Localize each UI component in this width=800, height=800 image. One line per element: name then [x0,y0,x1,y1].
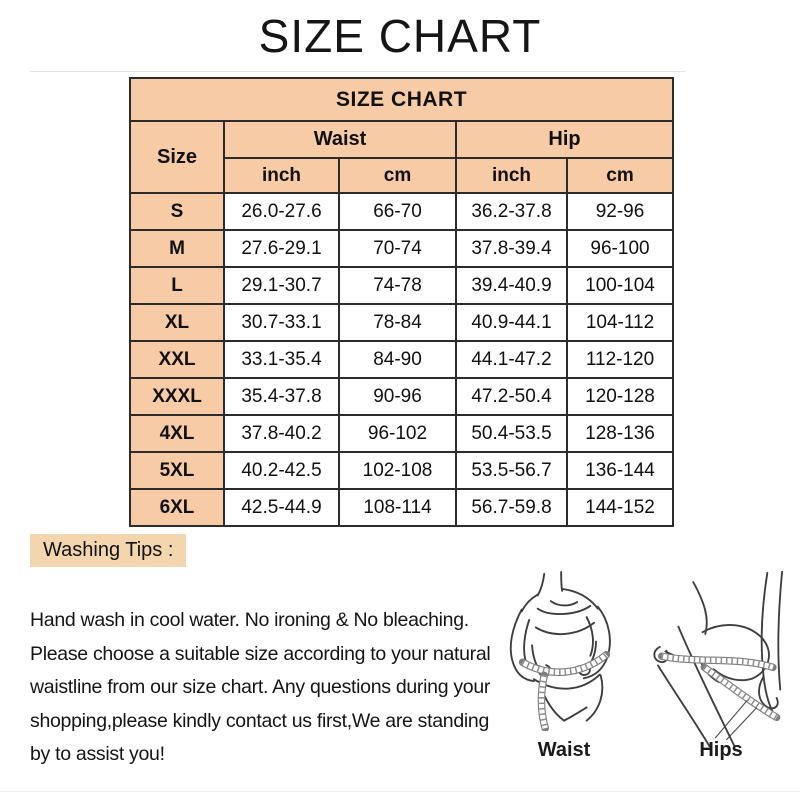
size-cell: 5XL [130,452,224,489]
size-cell: M [130,230,224,267]
waist-inch-cell: 42.5-44.9 [224,489,339,526]
waist-inch-cell: 27.6-29.1 [224,230,339,267]
size-cell: L [130,267,224,304]
hips-label: Hips [699,739,743,761]
bottom-divider-line [0,791,800,792]
table-row [130,304,673,341]
table-group-header-row [130,121,673,158]
size-cell: 4XL [130,415,224,452]
hip-inch-cell: 53.5-56.7 [456,452,567,489]
hip-cm-cell: 136-144 [567,452,673,489]
waist-cm-cell: 66-70 [339,193,456,230]
hip-cm-cell: 120-128 [567,378,673,415]
hip-cm-cell: 144-152 [567,489,673,526]
size-cell: S [130,193,224,230]
table-title: SIZE CHART [130,78,673,121]
waist-cm-cell: 78-84 [339,304,456,341]
page-title: SIZE CHART [258,10,542,62]
table-row [130,230,673,267]
col-header-size: Size [130,121,224,193]
hip-cm-cell: 96-100 [567,230,673,267]
size-cell: XXXL [130,378,224,415]
waist-inch-cell: 37.8-40.2 [224,415,339,452]
measuring-tape-waist-icon [523,655,607,728]
table-row [130,341,673,378]
waist-cm-cell: 84-90 [339,341,456,378]
waist-figure [489,571,639,762]
waist-cm-cell: 74-78 [339,267,456,304]
col-header-waist: Waist [224,121,456,158]
hip-inch-cell: 47.2-50.4 [456,378,567,415]
size-cell: XXL [130,341,224,378]
hip-cm-cell: 100-104 [567,267,673,304]
size-cell: XL [130,304,224,341]
waist-cm-cell: 90-96 [339,378,456,415]
col-header-waist-cm: cm [339,158,456,193]
waist-cm-cell: 96-102 [339,415,456,452]
washing-tips-line: waistline from our size chart. Any questions during your [30,676,491,698]
waist-cm-cell: 70-74 [339,230,456,267]
size-cell: 6XL [130,489,224,526]
washing-tips-line: shopping,please kindly contact us first,We are standing [30,709,489,732]
hip-inch-cell: 40.9-44.1 [456,304,567,341]
table-row [130,378,673,415]
hip-cm-cell: 104-112 [567,304,673,341]
hip-cm-cell: 92-96 [567,193,673,230]
table-row [130,193,673,230]
waist-cm-cell: 102-108 [339,452,456,489]
hip-inch-cell: 56.7-59.8 [456,489,567,526]
washing-tips-heading: Washing Tips : [30,534,186,567]
washing-tips-line: Hand wash in cool water. No ironing & No bleaching. [30,609,469,631]
waist-inch-cell: 30.7-33.1 [224,304,339,341]
waist-body-outline [511,572,610,721]
waist-inch-cell: 40.2-42.5 [224,452,339,489]
table-row [130,489,673,526]
waist-label: Waist [537,739,591,761]
hip-inch-cell: 50.4-53.5 [456,415,567,452]
measurement-illustrations [489,571,800,771]
waist-inch-cell: 29.1-30.7 [224,267,339,304]
waist-inch-cell: 35.4-37.8 [224,378,339,415]
table-row [130,452,673,489]
waist-measure-illustration [490,571,638,731]
col-header-hip-cm: cm [567,158,673,193]
waist-inch-cell: 33.1-35.4 [224,341,339,378]
table-row [130,415,673,452]
washing-tips-paragraph [30,604,500,772]
hip-cm-cell: 128-136 [567,415,673,452]
col-header-hip: Hip [456,121,673,158]
waist-inch-cell: 26.0-27.6 [224,193,339,230]
hip-inch-cell: 39.4-40.9 [456,267,567,304]
col-header-hip-inch: inch [456,158,567,193]
table-row [130,267,673,304]
table-title-row [130,78,673,121]
washing-tips-line: Please choose a suitable size according to your natural [30,642,491,665]
size-chart-table [129,77,674,527]
hip-inch-cell: 37.8-39.4 [456,230,567,267]
top-divider-line [30,71,685,72]
hip-cm-cell: 112-120 [567,341,673,378]
waist-cm-cell: 108-114 [339,489,456,526]
col-header-waist-inch: inch [224,158,339,193]
hip-inch-cell: 44.1-47.2 [456,341,567,378]
washing-tips-line: by to assist you! [30,743,165,765]
hips-figure [641,571,800,762]
hips-measure-illustration [643,571,799,747]
hip-inch-cell: 36.2-37.8 [456,193,567,230]
